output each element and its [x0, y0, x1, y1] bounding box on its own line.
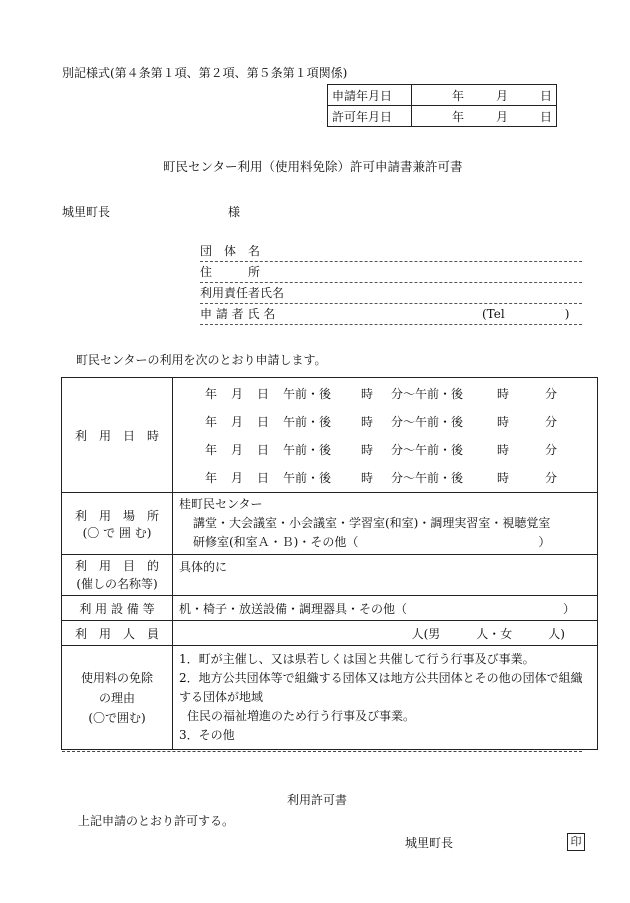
- cut-line: [62, 751, 582, 752]
- purpose-label: 利 用 目 的: [74, 559, 159, 573]
- exemption-row: [62, 646, 598, 750]
- time-d-label: 日: [256, 470, 269, 485]
- applicant-name-label: 申 請 者 氏 名: [200, 307, 276, 321]
- time-y-label: 年: [204, 386, 217, 401]
- time-m-label: 月: [230, 470, 243, 485]
- purpose-cell[interactable]: [173, 555, 598, 596]
- purpose-label-cell: [62, 555, 173, 596]
- exemption-label-cell: [62, 646, 173, 750]
- permit-text: 上記申請のとおり許可する。: [78, 814, 235, 828]
- time-m1-label: 分～午前・後: [390, 442, 463, 457]
- time-h1-label: 時: [360, 470, 373, 485]
- time-ampm1-label: 午前・後: [282, 414, 331, 429]
- time-h1-label: 時: [360, 442, 373, 457]
- time-m2-label: 分: [544, 386, 557, 401]
- place-sub-label: (〇 で 囲 む): [82, 525, 152, 540]
- time-m1-label: 分～午前・後: [390, 470, 463, 485]
- time-m-label: 月: [230, 414, 243, 429]
- time-h2-label: 時: [496, 414, 509, 429]
- people-value: 人(男 人・女 人): [411, 626, 565, 641]
- exemption-reason-2b: 住民の福祉増進のため行う行事及び事業。: [187, 709, 416, 723]
- time-y-label: 年: [204, 414, 217, 429]
- people-label: 利 用 人 員: [62, 621, 173, 646]
- time-h1-label: 時: [360, 414, 373, 429]
- time-m2-label: 分: [544, 414, 557, 429]
- address-field[interactable]: [200, 264, 582, 283]
- exemption-label-1: 使用料の免除: [80, 670, 153, 685]
- permit-title: 利用許可書: [287, 793, 348, 807]
- permit-date-label: 許可年月日: [328, 106, 412, 127]
- date-time-line[interactable]: [173, 379, 597, 407]
- place-label-cell: [62, 493, 173, 555]
- time-m-label: 月: [230, 442, 243, 457]
- application-date-field[interactable]: [412, 85, 557, 106]
- exemption-label-2: の理由: [98, 690, 135, 705]
- year-label: 年: [451, 109, 464, 124]
- group-name-label: 団 体 名: [200, 244, 261, 258]
- exemption-cell[interactable]: [173, 646, 598, 750]
- time-m-label: 月: [230, 386, 243, 401]
- place-row: [62, 493, 598, 555]
- date-time-row: [62, 378, 598, 493]
- date-time-line[interactable]: [173, 407, 597, 435]
- form-reference: 別記様式(第４条第１項、第２項、第５条第１項関係): [62, 66, 348, 80]
- document-title: 町民センター利用（使用料免除）許可申請書兼許可書: [163, 159, 463, 174]
- people-cell[interactable]: [173, 621, 598, 646]
- date-time-line[interactable]: [173, 463, 597, 491]
- time-h2-label: 時: [496, 470, 509, 485]
- permit-signer: 城里町長: [405, 836, 454, 850]
- application-table: [61, 377, 598, 750]
- time-m2-label: 分: [544, 442, 557, 457]
- place-label: 利 用 場 所: [74, 508, 159, 523]
- time-ampm1-label: 午前・後: [282, 470, 331, 485]
- purpose-value: 具体的に: [179, 560, 228, 574]
- date-time-line[interactable]: [173, 435, 597, 463]
- application-date-row: [328, 85, 557, 106]
- seal-stamp: 印: [567, 833, 585, 851]
- time-m2-label: 分: [544, 470, 557, 485]
- month-label: 月: [495, 109, 508, 124]
- place-rooms-2: 研修室(和室Ａ・Ｂ)・その他（ ）: [193, 535, 551, 549]
- exemption-reason-3: 3．その他: [179, 728, 235, 742]
- responsible-person-label: 利用責任者氏名: [200, 286, 285, 300]
- day-label: 日: [539, 88, 552, 103]
- time-m1-label: 分～午前・後: [390, 386, 463, 401]
- time-d-label: 日: [256, 442, 269, 457]
- purpose-sub-label: (催しの名称等): [76, 577, 158, 591]
- time-h2-label: 時: [496, 386, 509, 401]
- equipment-cell[interactable]: [173, 596, 598, 621]
- equipment-label: 利 用 設 備 等: [62, 596, 173, 621]
- exemption-reason-2a: 2．地方公共団体等で組織する団体又は地方公共団体とその他の団体で組織する団体が地域: [179, 671, 583, 704]
- exemption-label-3: (〇で囲む): [88, 710, 146, 725]
- equipment-value: 机・椅子・放送設備・調理器具・その他（ ）: [179, 601, 576, 616]
- responsible-person-field[interactable]: [200, 285, 582, 304]
- place-cell[interactable]: [173, 493, 598, 555]
- date-table: [327, 84, 557, 127]
- addressee-name: 城里町長: [62, 205, 111, 219]
- time-ampm1-label: 午前・後: [282, 386, 331, 401]
- year-label: 年: [451, 88, 464, 103]
- time-h2-label: 時: [496, 442, 509, 457]
- time-m1-label: 分～午前・後: [390, 414, 463, 429]
- month-label: 月: [495, 88, 508, 103]
- date-time-cell[interactable]: [173, 378, 598, 493]
- applicant-name-field[interactable]: [200, 306, 582, 325]
- purpose-row: [62, 555, 598, 596]
- equipment-row: [62, 596, 598, 621]
- time-d-label: 日: [256, 386, 269, 401]
- time-y-label: 年: [204, 470, 217, 485]
- tel-label: (Tel ): [482, 307, 570, 321]
- permit-date-row: [328, 106, 557, 127]
- lead-text: 町民センターの利用を次のとおり申請します。: [76, 353, 327, 367]
- place-facility: 桂町民センター: [179, 497, 263, 511]
- exemption-reason-1: 1．町が主催し、又は県若しくは国と共催して行う行事及び事業。: [179, 652, 535, 666]
- place-rooms: 講堂・大会議室・小会議室・学習室(和室)・調理実習室・視聴覚室: [193, 516, 551, 530]
- group-name-field[interactable]: [200, 243, 582, 262]
- date-time-label: 利 用 日 時: [62, 378, 173, 493]
- people-row: [62, 621, 598, 646]
- time-ampm1-label: 午前・後: [282, 442, 331, 457]
- day-label: 日: [539, 109, 552, 124]
- time-h1-label: 時: [360, 386, 373, 401]
- address-label: 住 所: [200, 265, 261, 279]
- time-d-label: 日: [256, 414, 269, 429]
- permit-date-field[interactable]: [412, 106, 557, 127]
- application-date-label: 申請年月日: [328, 85, 412, 106]
- addressee-honorific: 様: [228, 205, 241, 219]
- time-y-label: 年: [204, 442, 217, 457]
